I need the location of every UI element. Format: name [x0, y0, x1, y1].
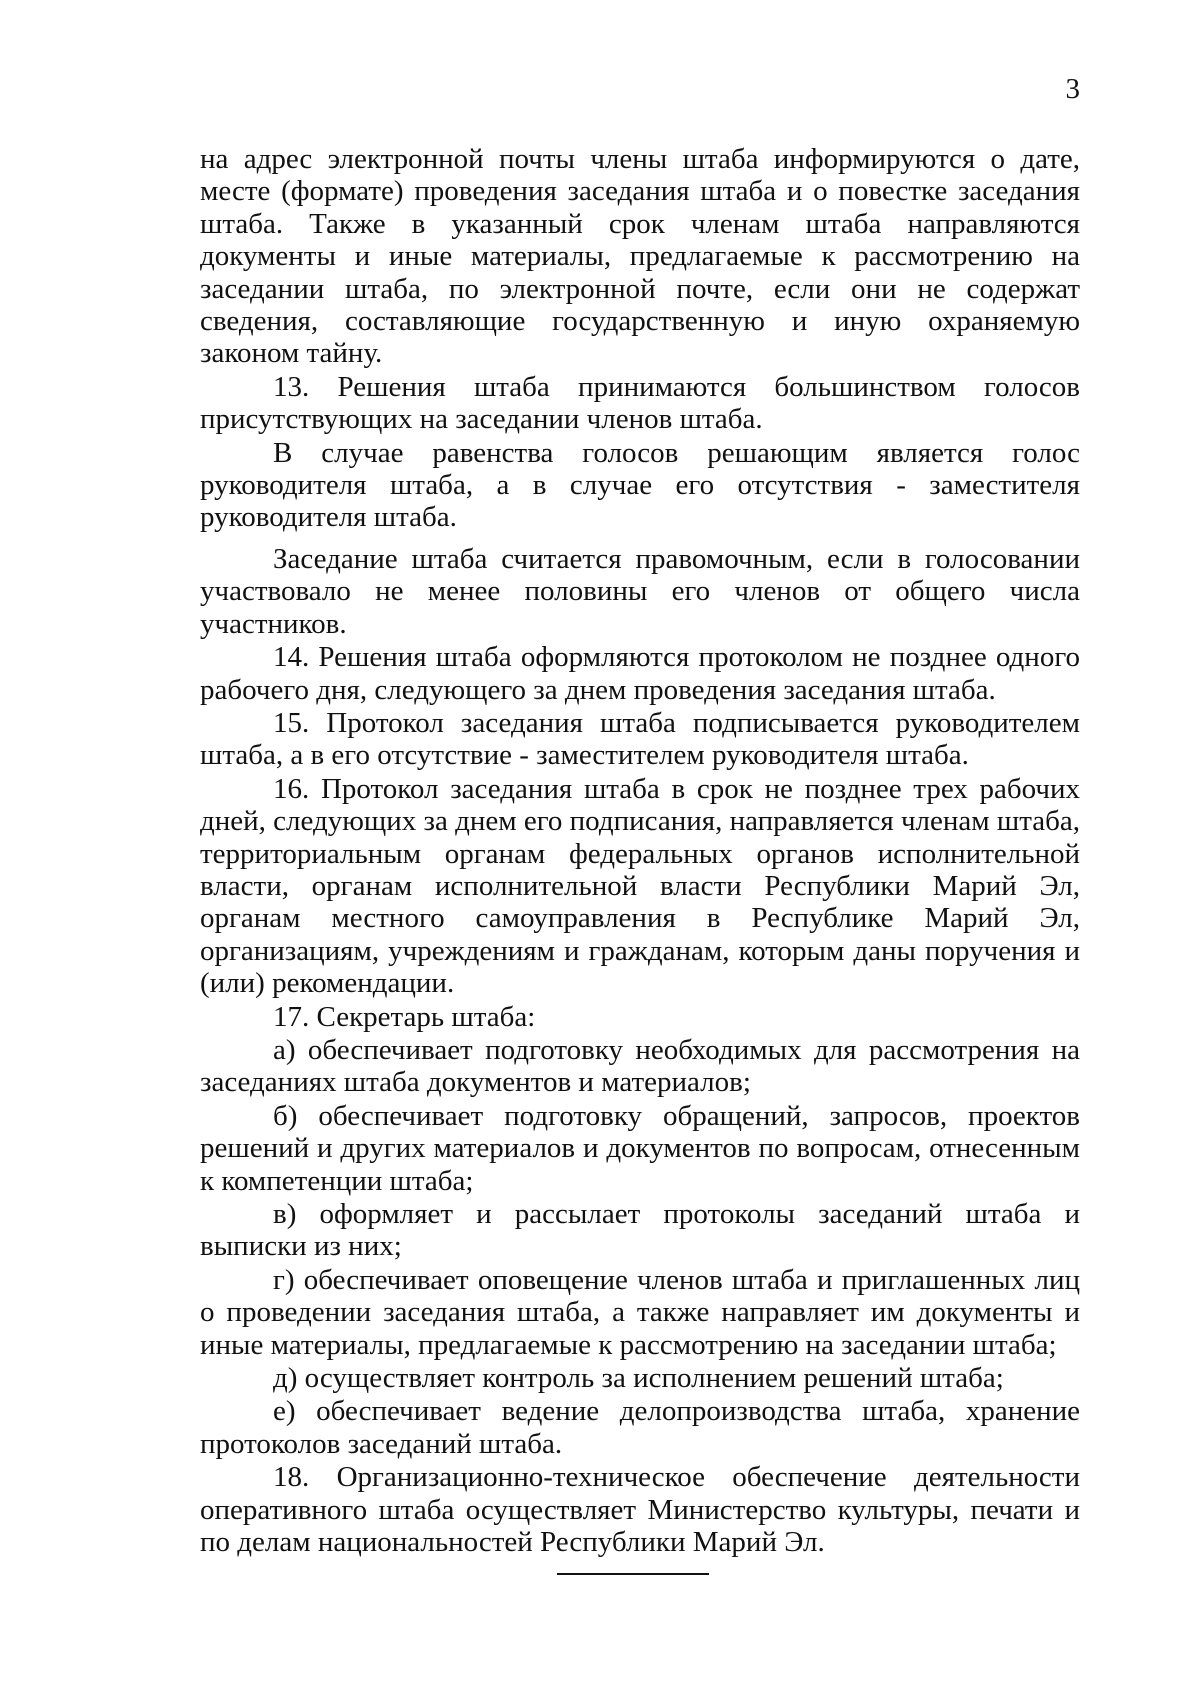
- document-body: [200, 143, 1080, 1559]
- paragraph-item-17-g: г) обеспечивает оповещение членов штаба и приглашенных лиц о проведении заседания штаба, а также направляет им документы и иные материалы, предлагаемые к рассмотрению на заседании штаба;: [200, 1263, 1080, 1361]
- end-of-document-rule: [557, 1573, 709, 1575]
- paragraph-item-13-tie: В случае равенства голосов решающим является голос руководителя штаба, а в случае его отсутствия - заместителя руководителя штаба.: [200, 436, 1080, 534]
- paragraph-item-15: 15. Протокол заседания штаба подписывается руководителем штаба, а в его отсутствие - заместителем руководителя штаба.: [200, 706, 1080, 772]
- paragraph-item-13-quorum: Заседание штаба считается правомочным, если в голосовании участвовало не менее половины его членов от общего числа участников.: [200, 542, 1080, 640]
- page-number: 3: [1065, 73, 1080, 105]
- paragraph-item-13: 13. Решения штаба принимаются большинством голосов присутствующих на заседании членов штаба.: [200, 370, 1080, 436]
- paragraph-cont-12: на адрес электронной почты члены штаба информируются о дате, месте (формате) проведения заседания штаба и о повестке заседания штаба. Также в указанный срок членам штаба направляются документы и иные материалы, предлагаемые к рассмотрению на заседании штаба, по электронной почте, если они не содержат сведения, составляющие государственную и иную охраняемую законом тайну.: [200, 143, 1080, 370]
- paragraph-item-18: 18. Организационно-техническое обеспечение деятельности оперативного штаба осуществляет Министерство культуры, печати и по делам национальностей Республики Марий Эл.: [200, 1461, 1080, 1559]
- paragraph-item-17-b: б) обеспечивает подготовку обращений, запросов, проектов решений и других материалов и документов по вопросам, отнесенным к компетенции штаба;: [200, 1099, 1080, 1197]
- paragraph-item-17-v: в) оформляет и рассылает протоколы заседаний штаба и выписки из них;: [200, 1198, 1080, 1263]
- paragraph-item-17-d: д) осуществляет контроль за исполнением решений штаба;: [273, 1362, 1004, 1395]
- paragraph-item-17: 17. Секретарь штаба:: [273, 1000, 536, 1033]
- paragraph-item-17-e: е) обеспечивает ведение делопроизводства штаба, хранение протоколов заседаний штаба.: [200, 1395, 1080, 1460]
- paragraph-item-17-a: а) обеспечивает подготовку необходимых для рассмотрения на заседаниях штаба документов и материалов;: [200, 1033, 1080, 1099]
- paragraph-item-16: 16. Протокол заседания штаба в срок не позднее трех рабочих дней, следующих за днем его подписания, направляется членам штаба, территориальным органам федеральных органов исполнительной власти, органам исполнительной власти Республики Марий Эл, органам местного самоуправления в Республике Марий Эл, организациям, учреждениям и гражданам, которым даны поручения и (или) рекомендации.: [200, 772, 1080, 1000]
- paragraph-item-14: 14. Решения штаба оформляются протоколом не позднее одного рабочего дня, следующего за днем проведения заседания штаба.: [200, 641, 1080, 706]
